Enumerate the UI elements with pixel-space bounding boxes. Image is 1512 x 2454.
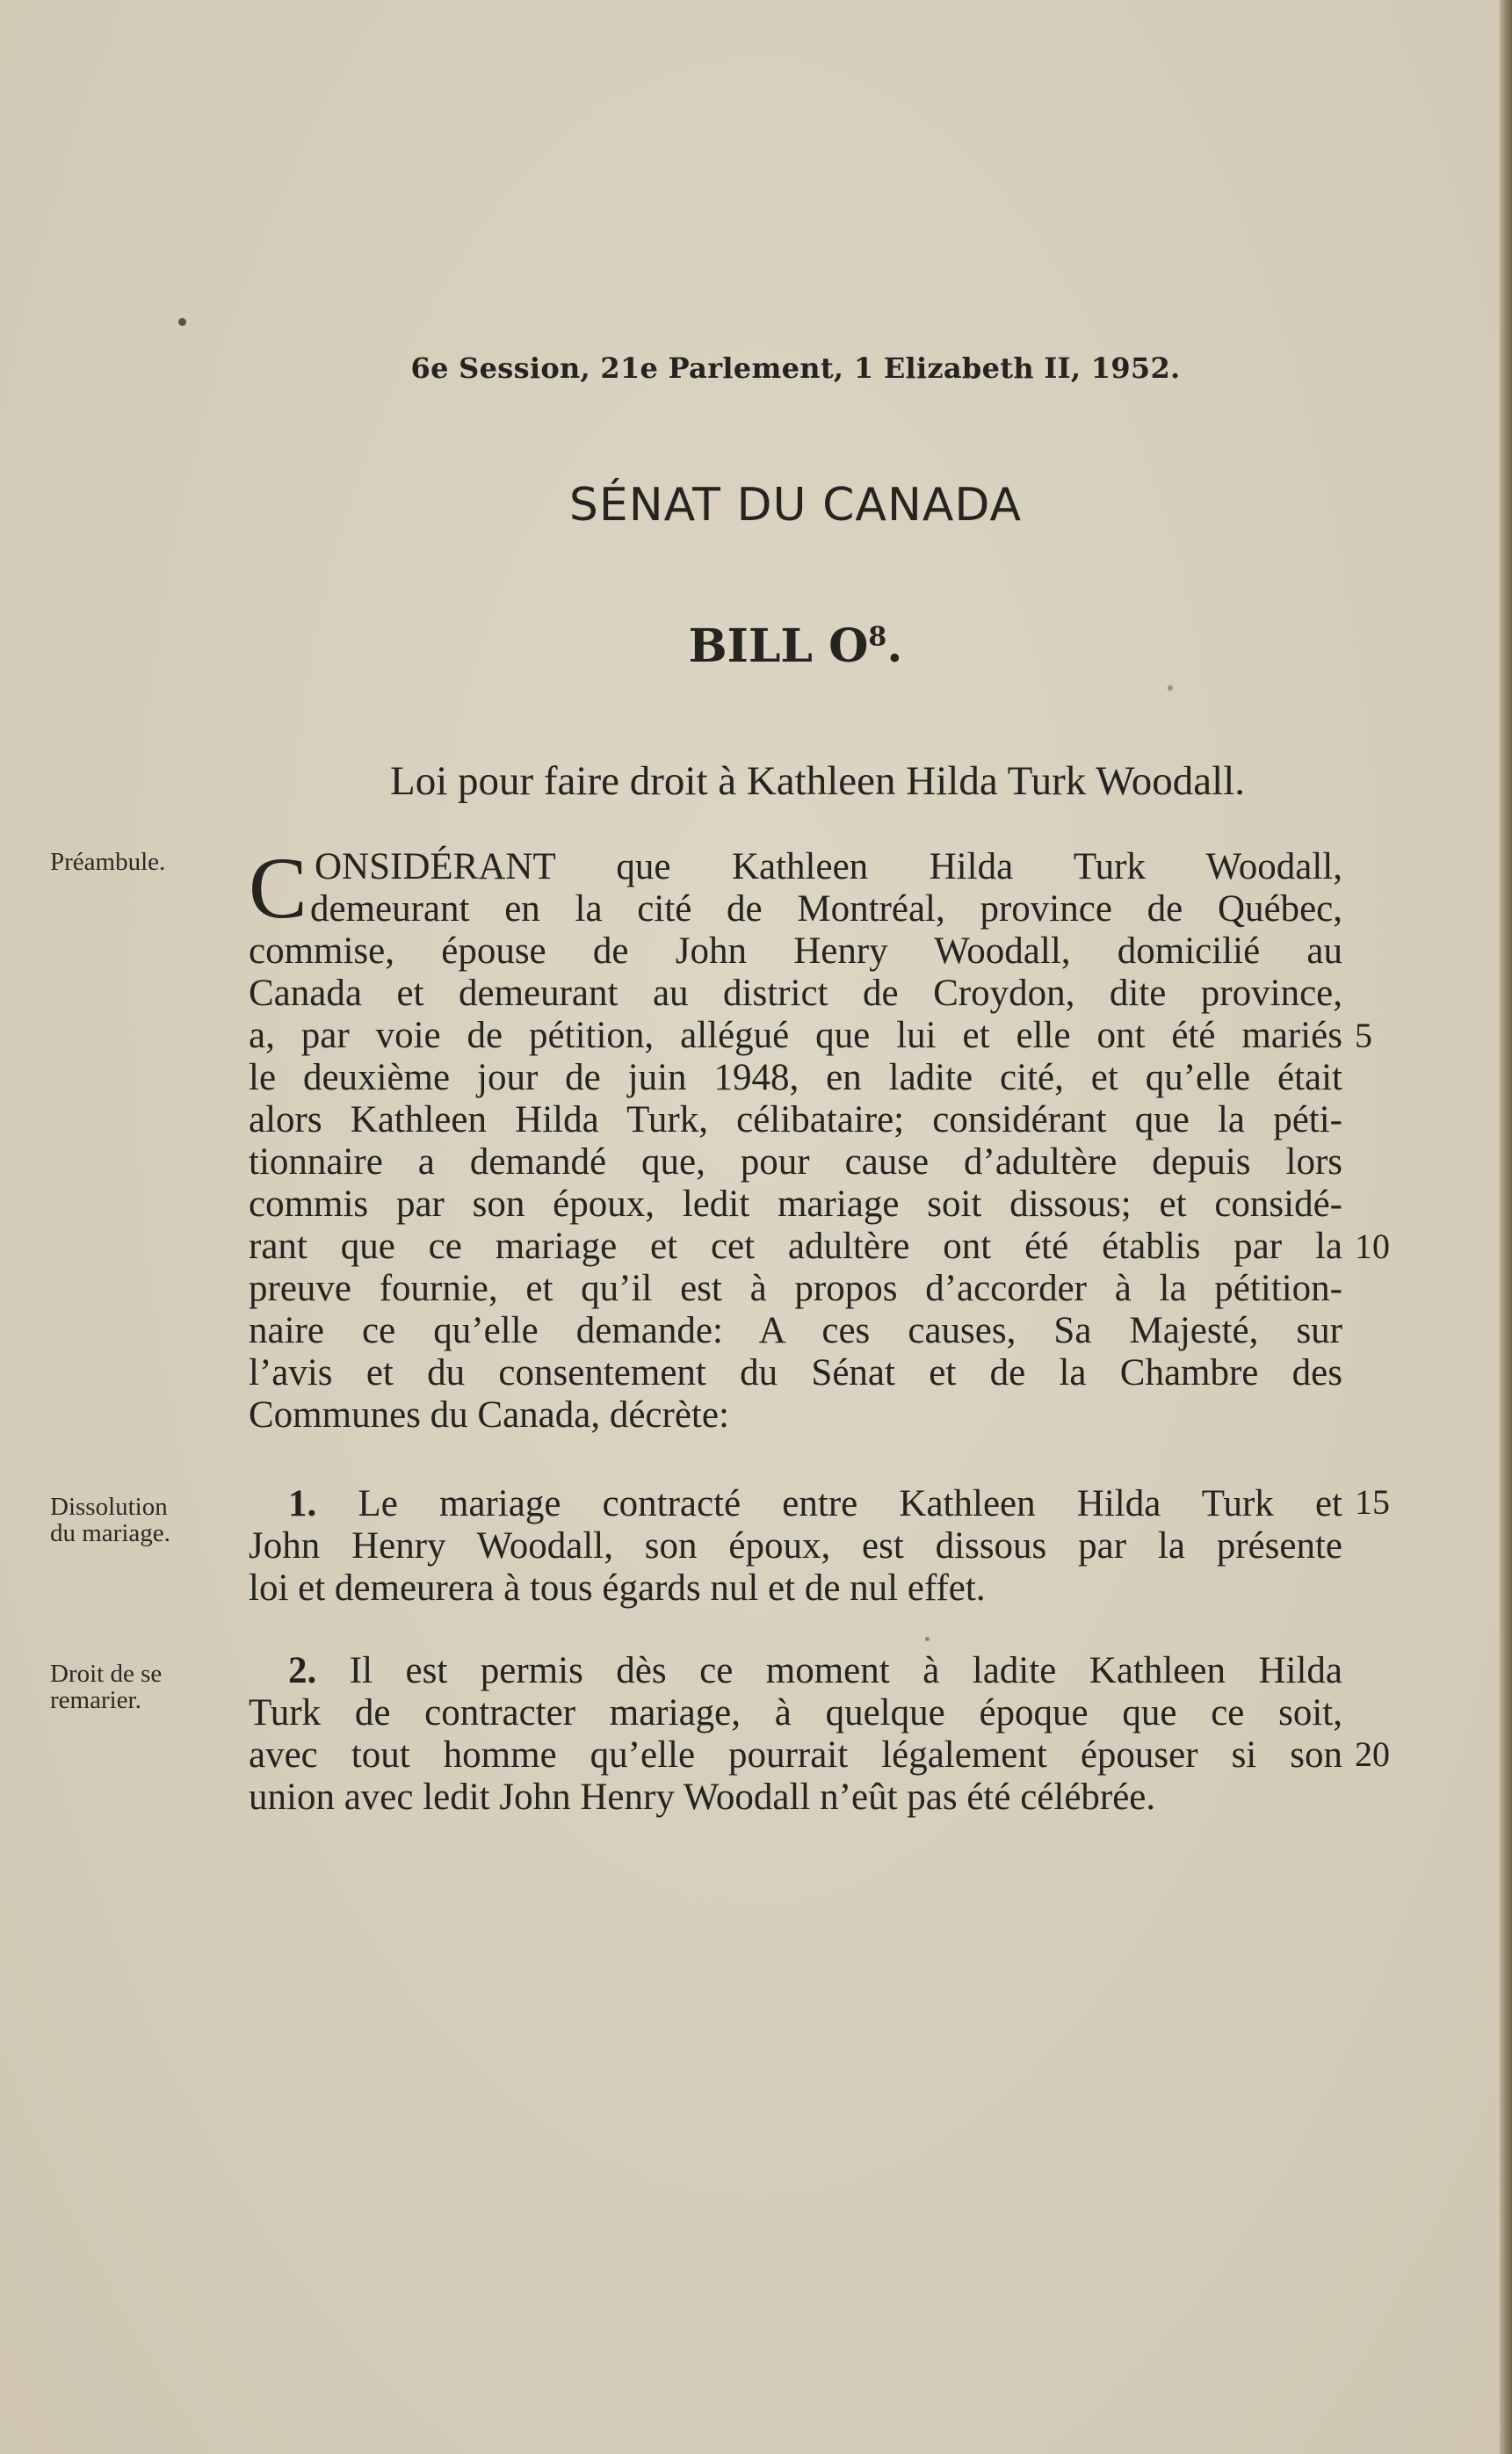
preamble-line: Communes du Canada, décrète: bbox=[249, 1394, 729, 1436]
session-line: 6e Session, 21e Parlement, 1 Elizabeth II, 1952. bbox=[410, 351, 1181, 385]
drop-cap: C bbox=[249, 839, 307, 937]
section-2 bbox=[249, 1650, 1342, 1819]
preamble-line: preuve fournie, et qu’il est à propos d’accorder à la pétition- bbox=[249, 1268, 1342, 1309]
preamble-line: demeurant en la cité de Montréal, province de Québec, bbox=[310, 888, 1342, 930]
bill-number bbox=[0, 619, 1512, 673]
preamble-text bbox=[249, 839, 1342, 1437]
paper-speck bbox=[925, 1637, 930, 1641]
margin-note-line: du mariage. bbox=[50, 1519, 170, 1547]
chamber-title: SÉNAT DU CANADA bbox=[568, 479, 1023, 532]
margin-note-line: Dissolution bbox=[50, 1493, 168, 1521]
bill-title: Loi pour faire droit à Kathleen Hilda Turk Woodall. bbox=[389, 758, 1246, 804]
paper-speck bbox=[178, 318, 186, 326]
section-1 bbox=[249, 1483, 1342, 1610]
section-line: union avec ledit John Henry Woodall n’eût pas été célébrée. bbox=[249, 1777, 1156, 1818]
margin-note-preamble: Préambule. bbox=[50, 848, 166, 876]
line-number: 5 bbox=[1355, 1016, 1372, 1055]
section-number: 1. bbox=[288, 1483, 317, 1524]
preamble-line: commis par son époux, ledit mariage soit dissous; et considé- bbox=[249, 1184, 1342, 1225]
preamble-line: C ONSIDÉRANT que Kathleen Hilda Turk Woodall, bbox=[249, 839, 1342, 937]
margin-note-line: remarier. bbox=[50, 1686, 141, 1714]
line-number: 20 bbox=[1355, 1734, 1390, 1774]
margin-note-remarriage bbox=[50, 1661, 162, 1713]
preamble-line: Canada et demeurant au district de Croydon, dite province, bbox=[249, 973, 1342, 1014]
preamble-line: commise, épouse de John Henry Woodall, domicilié au bbox=[249, 930, 1342, 972]
bill-suffix: . bbox=[886, 619, 903, 673]
preamble-line: a, par voie de pétition, allégué que lui et elle ont été mariés bbox=[249, 1015, 1342, 1056]
paper-speck bbox=[1168, 685, 1173, 691]
preamble-line: naire ce qu’elle demande: A ces causes, Sa Majesté, sur bbox=[249, 1310, 1342, 1351]
bill-superscript: 8 bbox=[868, 621, 887, 653]
section-number: 2. bbox=[288, 1650, 317, 1691]
margin-note-dissolution bbox=[50, 1494, 170, 1546]
preamble-line: le deuxième jour de juin 1948, en ladite cité, et qu’elle était bbox=[249, 1057, 1342, 1098]
section-line: avec tout homme qu’elle pourrait légalement épouser si son bbox=[249, 1734, 1342, 1776]
section-line: Turk de contracter mariage, à quelque époque que ce soit, bbox=[249, 1692, 1342, 1734]
section-line: 2. Il est permis dès ce moment à ladite Kathleen Hilda bbox=[288, 1650, 1343, 1691]
preamble-line: l’avis et du consentement du Sénat et de la Chambre des bbox=[249, 1352, 1342, 1393]
margin-note-line: Droit de se bbox=[50, 1660, 163, 1688]
line-number: 15 bbox=[1355, 1482, 1390, 1522]
bill-label: BILL O bbox=[688, 619, 869, 673]
preamble-line: alors Kathleen Hilda Turk, célibataire; considérant que la péti- bbox=[249, 1099, 1342, 1140]
preamble-line: rant que ce mariage et cet adultère ont été établis par la bbox=[249, 1226, 1342, 1267]
section-line: loi et demeurera à tous égards nul et de nul effet. bbox=[249, 1567, 986, 1609]
section-line: 1. Le mariage contracté entre Kathleen Hilda Turk et bbox=[288, 1483, 1342, 1524]
section-line: John Henry Woodall, son époux, est dissous par la présente bbox=[249, 1525, 1342, 1567]
preamble-line: tionnaire a demandé que, pour cause d’adultère depuis lors bbox=[249, 1141, 1342, 1183]
line-number: 10 bbox=[1355, 1227, 1390, 1266]
